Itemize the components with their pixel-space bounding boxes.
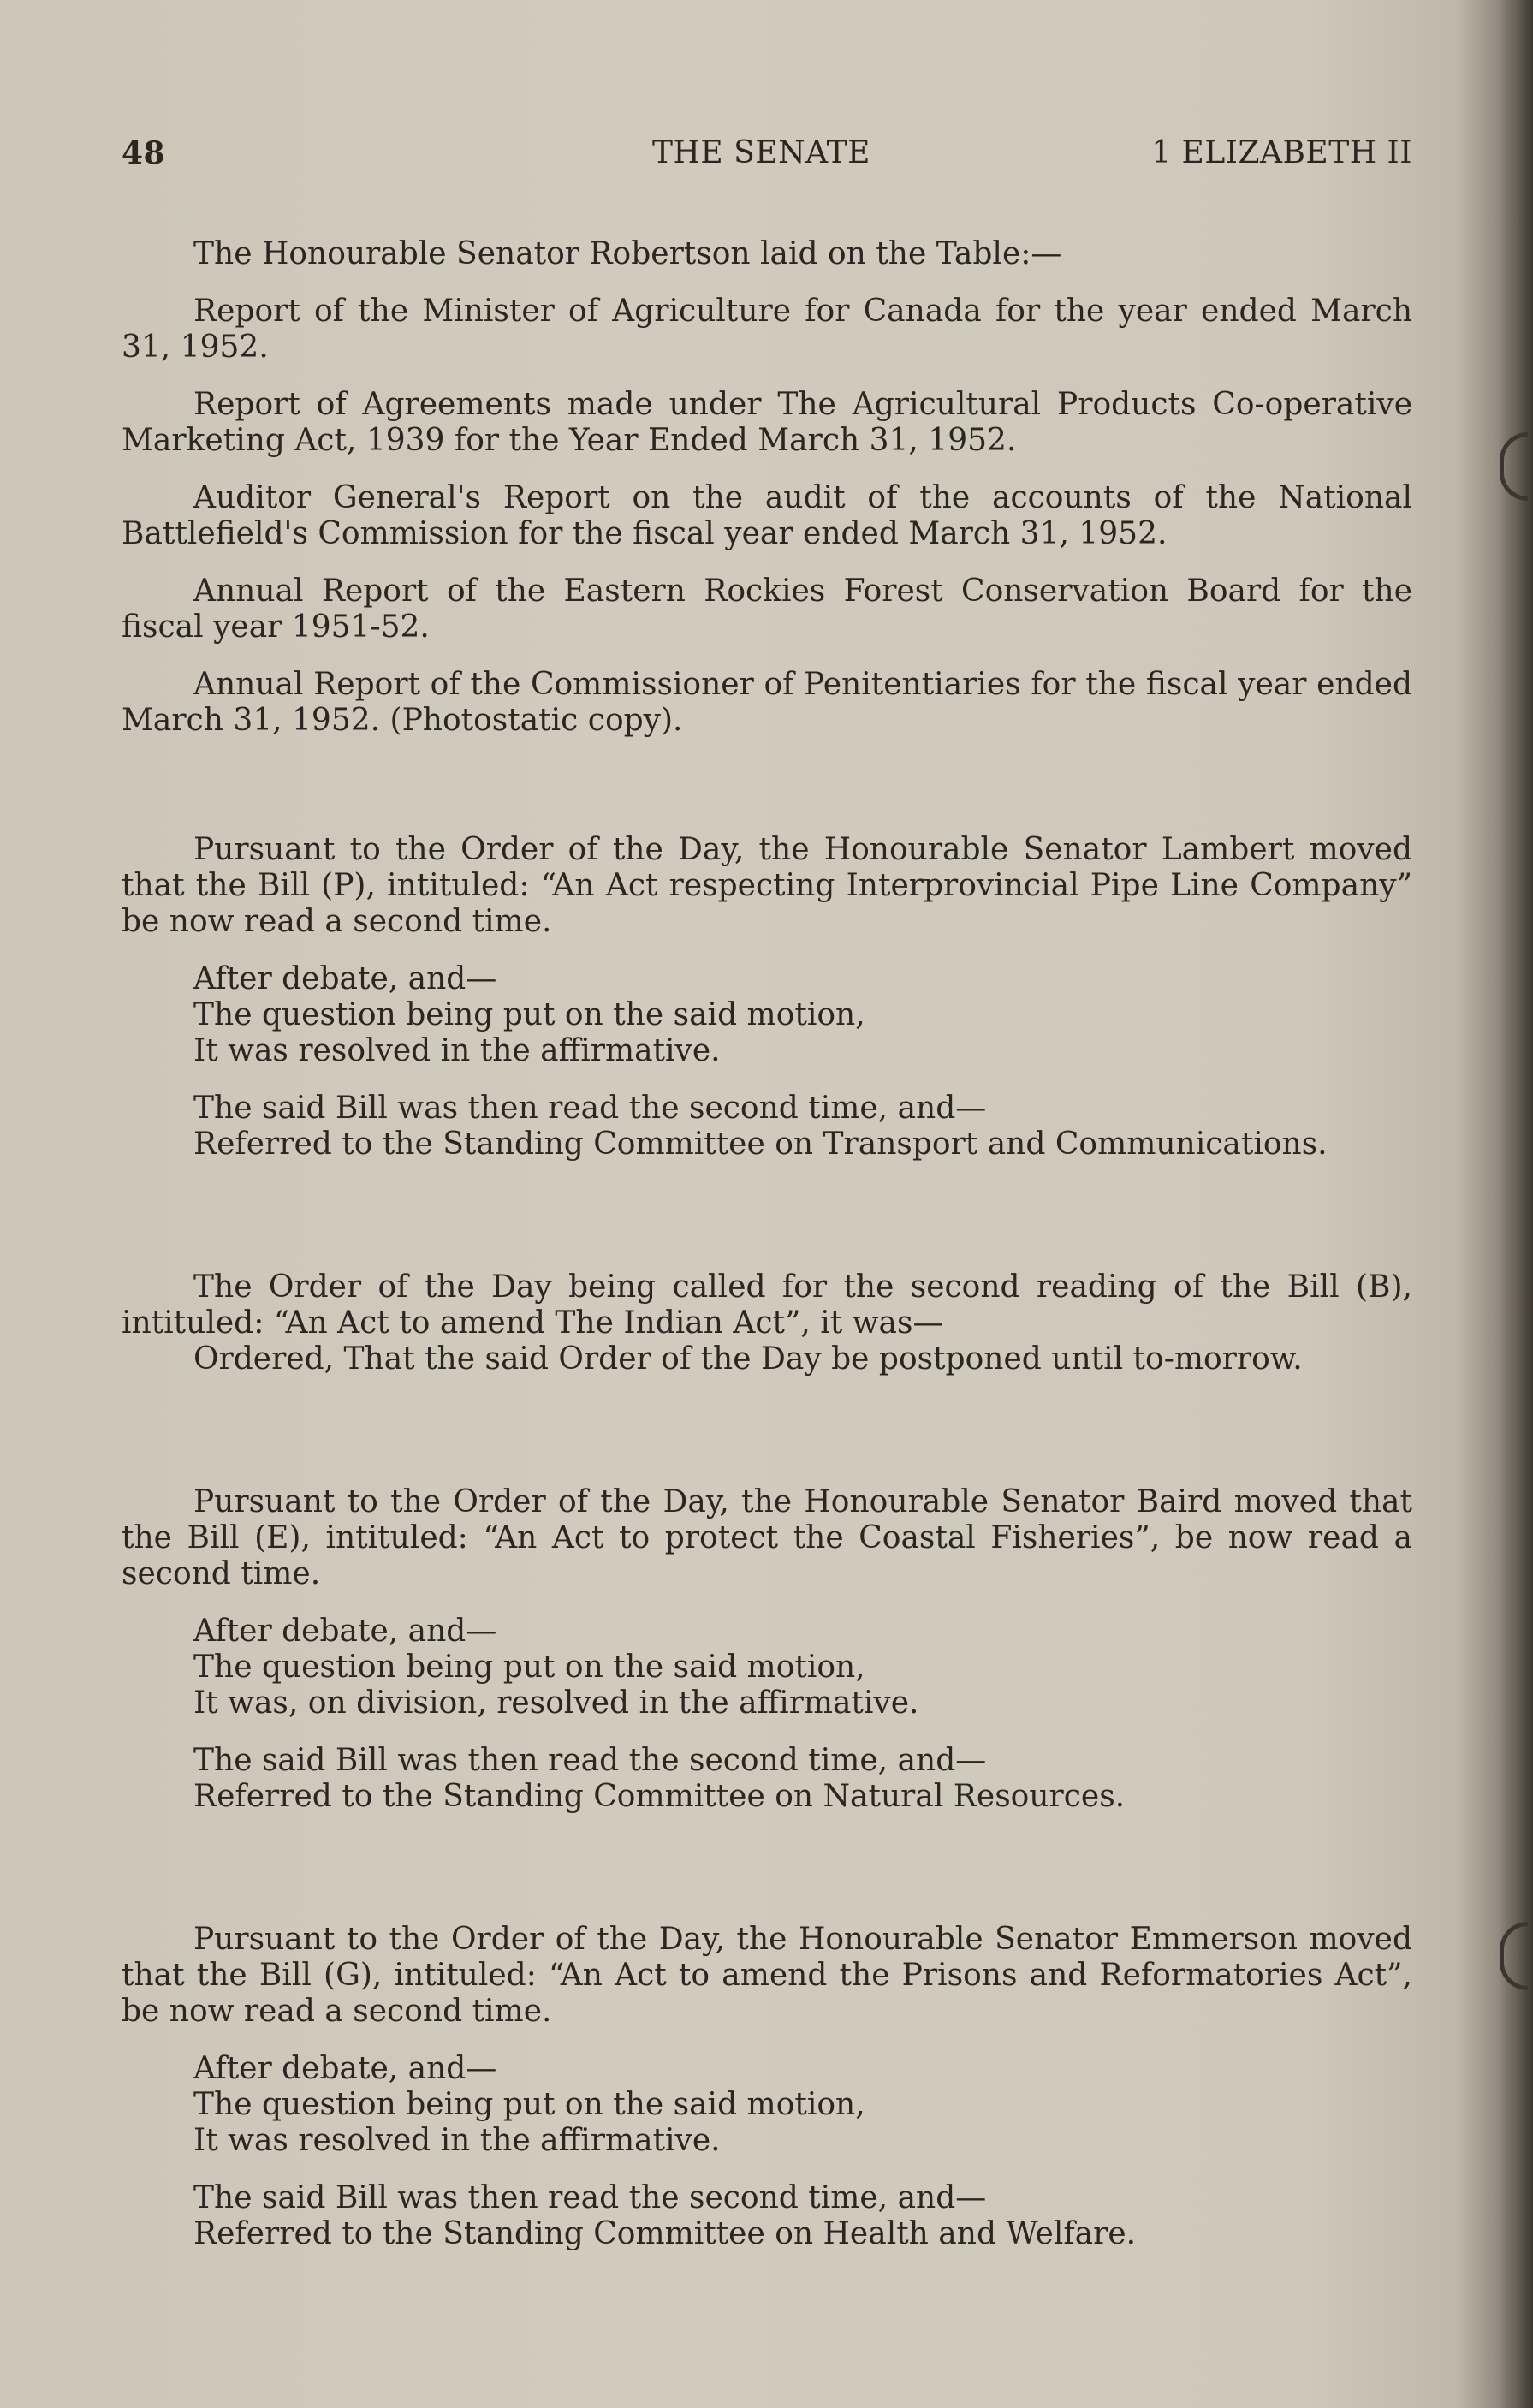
bill-p-referral-block (122, 1091, 1412, 1162)
debate-line: After debate, and— (193, 2051, 497, 2086)
read-line: The said Bill was then read the second time, and— (193, 1743, 987, 1778)
bill-b-ordered-block (122, 1341, 1412, 1377)
result-line: It was resolved in the affirmative. (193, 1033, 721, 1068)
referred-line: Referred to the Standing Committee on Natural Resources. (193, 1779, 1126, 1814)
question-line: The question being put on the said motion, (193, 997, 865, 1032)
read-line: The said Bill was then read the second time, and— (193, 2180, 987, 2215)
book-spine-shadow (1499, 0, 1533, 2408)
debate-line: After debate, and— (193, 961, 497, 996)
question-line: The question being put on the said motion, (193, 1650, 865, 1685)
referred-line: Referred to the Standing Committee on Transport and Communications. (193, 1127, 1328, 1162)
papers-intro: The Honourable Senator Robertson laid on the Table:— (193, 236, 1062, 271)
paper-item: Report of the Minister of Agriculture for Canada for the year ended March 31, 1952. (122, 294, 1412, 365)
debate-line: After debate, and— (193, 1614, 497, 1649)
result-line: It was, on division, resolved in the affirmative. (193, 1686, 919, 1721)
ordered-line: Ordered, That the said Order of the Day be postponed until to-morrow. (193, 1341, 1303, 1376)
bill-p-motion: Pursuant to the Order of the Day, the Honourable Senator Lambert moved that the Bill (P), intituled: “An Act respecting Interprovincial Pipe Line Company” be now read a second time. (122, 832, 1412, 939)
bill-b-order: The Order of the Day being called for the second reading of the Bill (B), intituled: “An Act to amend The Indian Act”, it was— (122, 1269, 1412, 1341)
bill-e-debate-block (122, 1614, 1412, 1721)
result-line: It was resolved in the affirmative. (193, 2123, 721, 2158)
bill-g-debate-block (122, 2051, 1412, 2159)
referred-line: Referred to the Standing Committee on Health and Welfare. (193, 2216, 1137, 2251)
question-line: The question being put on the said motion, (193, 2087, 865, 2122)
regnal-year: 1 ELIZABETH II (1151, 135, 1412, 170)
bill-e-referral-block (122, 1743, 1412, 1815)
bill-e-motion: Pursuant to the Order of the Day, the Honourable Senator Baird moved that the Bill (E), intituled: “An Act to protect the Coastal Fisheries”, be now read a second time. (122, 1484, 1412, 1591)
page-title: THE SENATE (652, 135, 870, 170)
page-body (122, 236, 1412, 2274)
paper-item: Auditor General's Report on the audit of the accounts of the National Battlefield's Commission for the fiscal year ended March 31, 1952. (122, 480, 1412, 551)
paper-item: Annual Report of the Commissioner of Penitentiaries for the fiscal year ended March 31, 1952. (Photostatic copy). (122, 667, 1412, 738)
bill-g-referral-block (122, 2180, 1412, 2252)
bill-g-motion: Pursuant to the Order of the Day, the Honourable Senator Emmerson moved that the Bill (G), intituled: “An Act to amend the Prisons and Reformatories Act”, be now read a second time. (122, 1922, 1412, 2029)
paper-item: Annual Report of the Eastern Rockies Forest Conservation Board for the fiscal year 1951-52. (122, 574, 1412, 645)
read-line: The said Bill was then read the second time, and— (193, 1091, 987, 1126)
page-number: 48 (122, 135, 166, 171)
running-header (122, 135, 1412, 178)
paper-item: Report of Agreements made under The Agricultural Products Co-operative Marketing Act, 1939 for the Year Ended March 31, 1952. (122, 387, 1412, 458)
bill-p-debate-block (122, 961, 1412, 1069)
